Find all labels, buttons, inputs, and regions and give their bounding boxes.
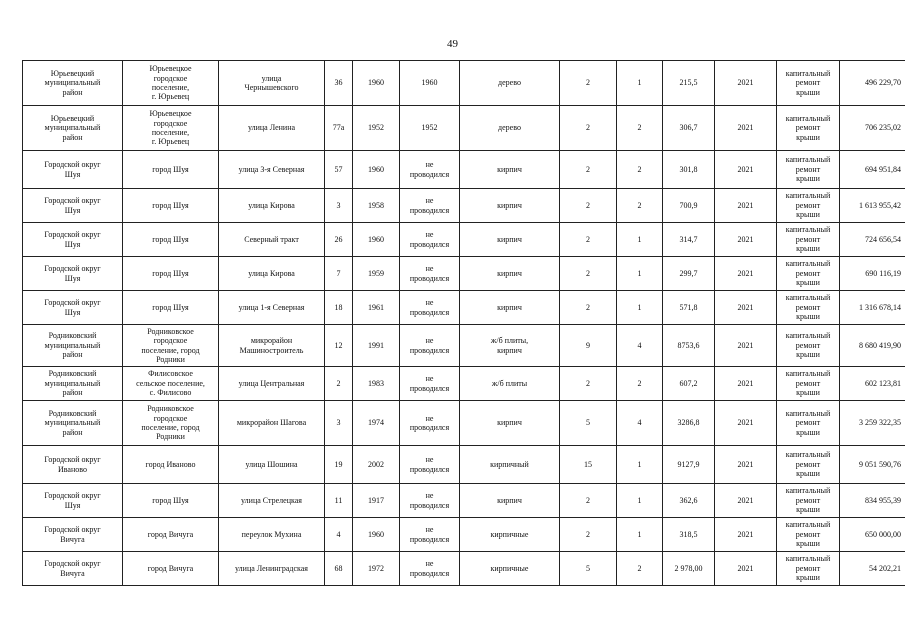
work-type-cell: капитальный ремонт крыши <box>777 61 840 106</box>
floors-cell: 2 <box>560 189 617 223</box>
settlement-cell: город Шуя <box>123 257 219 291</box>
street-cell: улица Центральная <box>219 367 325 401</box>
wall-material-cell: кирпич <box>460 291 560 325</box>
street-cell: улица 3-я Северная <box>219 151 325 189</box>
municipality-cell: Родниковский муниципальный район <box>23 401 123 446</box>
last-repair-cell: не проводился <box>400 446 460 484</box>
area-cell: 9127,9 <box>663 446 715 484</box>
cost-cell: 650 000,00 <box>840 518 905 552</box>
planned-year-cell: 2021 <box>715 223 777 257</box>
floors-cell: 2 <box>560 257 617 291</box>
wall-material-cell: кирпичный <box>460 446 560 484</box>
planned-year-cell: 2021 <box>715 189 777 223</box>
planned-year-cell: 2021 <box>715 106 777 151</box>
last-repair-cell: не проводился <box>400 223 460 257</box>
table-row <box>23 552 905 586</box>
table-row <box>23 291 905 325</box>
planned-year-cell: 2021 <box>715 325 777 367</box>
year-built-cell: 1960 <box>353 61 400 106</box>
table-row <box>23 223 905 257</box>
house-number-cell: 7 <box>325 257 353 291</box>
year-built-cell: 1991 <box>353 325 400 367</box>
house-number-cell: 36 <box>325 61 353 106</box>
settlement-cell: город Шуя <box>123 151 219 189</box>
house-number-cell: 3 <box>325 401 353 446</box>
last-repair-cell: не проводился <box>400 257 460 291</box>
registry-table <box>22 60 905 586</box>
table-row <box>23 325 905 367</box>
floors-cell: 2 <box>560 151 617 189</box>
municipality-cell: Городской округ Шуя <box>23 151 123 189</box>
entrances-cell: 4 <box>617 325 663 367</box>
work-type-cell: капитальный ремонт крыши <box>777 291 840 325</box>
area-cell: 3286,8 <box>663 401 715 446</box>
entrances-cell: 2 <box>617 151 663 189</box>
settlement-cell: Юрьевецкое городское поселение, г. Юрьевец <box>123 61 219 106</box>
work-type-cell: капитальный ремонт крыши <box>777 518 840 552</box>
area-cell: 299,7 <box>663 257 715 291</box>
cost-cell: 706 235,02 <box>840 106 905 151</box>
entrances-cell: 1 <box>617 518 663 552</box>
house-number-cell: 4 <box>325 518 353 552</box>
last-repair-cell: не проводился <box>400 484 460 518</box>
settlement-cell: Филисовское сельское поселение, с. Филисово <box>123 367 219 401</box>
wall-material-cell: кирпич <box>460 484 560 518</box>
area-cell: 318,5 <box>663 518 715 552</box>
work-type-cell: капитальный ремонт крыши <box>777 151 840 189</box>
municipality-cell: Городской округ Иваново <box>23 446 123 484</box>
street-cell: улица Шошина <box>219 446 325 484</box>
settlement-cell: город Шуя <box>123 484 219 518</box>
floors-cell: 2 <box>560 61 617 106</box>
table-row <box>23 61 905 106</box>
cost-cell: 9 051 590,76 <box>840 446 905 484</box>
floors-cell: 2 <box>560 291 617 325</box>
table-row <box>23 367 905 401</box>
work-type-cell: капитальный ремонт крыши <box>777 401 840 446</box>
wall-material-cell: ж/б плиты, кирпич <box>460 325 560 367</box>
table-row <box>23 518 905 552</box>
area-cell: 2 978,00 <box>663 552 715 586</box>
street-cell: улица Ленинградская <box>219 552 325 586</box>
entrances-cell: 1 <box>617 446 663 484</box>
wall-material-cell: кирпичные <box>460 518 560 552</box>
municipality-cell: Городской округ Шуя <box>23 291 123 325</box>
entrances-cell: 1 <box>617 223 663 257</box>
house-number-cell: 57 <box>325 151 353 189</box>
table-row <box>23 151 905 189</box>
wall-material-cell: кирпич <box>460 223 560 257</box>
wall-material-cell: дерево <box>460 61 560 106</box>
street-cell: улица 1-я Северная <box>219 291 325 325</box>
floors-cell: 5 <box>560 552 617 586</box>
registry-body <box>23 61 905 586</box>
area-cell: 306,7 <box>663 106 715 151</box>
work-type-cell: капитальный ремонт крыши <box>777 257 840 291</box>
year-built-cell: 1983 <box>353 367 400 401</box>
cost-cell: 54 202,21 <box>840 552 905 586</box>
floors-cell: 2 <box>560 106 617 151</box>
year-built-cell: 1958 <box>353 189 400 223</box>
planned-year-cell: 2021 <box>715 291 777 325</box>
year-built-cell: 1960 <box>353 518 400 552</box>
municipality-cell: Юрьевецкий муниципальный район <box>23 61 123 106</box>
work-type-cell: капитальный ремонт крыши <box>777 446 840 484</box>
last-repair-cell: не проводился <box>400 325 460 367</box>
floors-cell: 2 <box>560 367 617 401</box>
entrances-cell: 2 <box>617 367 663 401</box>
wall-material-cell: кирпич <box>460 257 560 291</box>
cost-cell: 690 116,19 <box>840 257 905 291</box>
year-built-cell: 1960 <box>353 151 400 189</box>
cost-cell: 496 229,70 <box>840 61 905 106</box>
cost-cell: 602 123,81 <box>840 367 905 401</box>
planned-year-cell: 2021 <box>715 151 777 189</box>
table-row <box>23 189 905 223</box>
house-number-cell: 68 <box>325 552 353 586</box>
cost-cell: 1 316 678,14 <box>840 291 905 325</box>
last-repair-cell: не проводился <box>400 518 460 552</box>
municipality-cell: Городской округ Шуя <box>23 484 123 518</box>
entrances-cell: 2 <box>617 189 663 223</box>
settlement-cell: город Иваново <box>123 446 219 484</box>
last-repair-cell: 1952 <box>400 106 460 151</box>
year-built-cell: 1959 <box>353 257 400 291</box>
work-type-cell: капитальный ремонт крыши <box>777 552 840 586</box>
floors-cell: 2 <box>560 223 617 257</box>
cost-cell: 3 259 322,35 <box>840 401 905 446</box>
year-built-cell: 1972 <box>353 552 400 586</box>
planned-year-cell: 2021 <box>715 484 777 518</box>
street-cell: улица Кирова <box>219 257 325 291</box>
area-cell: 362,6 <box>663 484 715 518</box>
municipality-cell: Юрьевецкий муниципальный район <box>23 106 123 151</box>
area-cell: 607,2 <box>663 367 715 401</box>
last-repair-cell: 1960 <box>400 61 460 106</box>
street-cell: переулок Мухина <box>219 518 325 552</box>
entrances-cell: 2 <box>617 552 663 586</box>
settlement-cell: Родниковское городское поселение, город Родники <box>123 325 219 367</box>
municipality-cell: Родниковский муниципальный район <box>23 325 123 367</box>
area-cell: 314,7 <box>663 223 715 257</box>
cost-cell: 724 656,54 <box>840 223 905 257</box>
floors-cell: 5 <box>560 401 617 446</box>
area-cell: 571,8 <box>663 291 715 325</box>
work-type-cell: капитальный ремонт крыши <box>777 325 840 367</box>
cost-cell: 694 951,84 <box>840 151 905 189</box>
year-built-cell: 2002 <box>353 446 400 484</box>
entrances-cell: 1 <box>617 61 663 106</box>
table-row <box>23 401 905 446</box>
floors-cell: 2 <box>560 518 617 552</box>
floors-cell: 15 <box>560 446 617 484</box>
municipality-cell: Городской округ Вичуга <box>23 518 123 552</box>
house-number-cell: 19 <box>325 446 353 484</box>
area-cell: 215,5 <box>663 61 715 106</box>
table-row <box>23 446 905 484</box>
planned-year-cell: 2021 <box>715 61 777 106</box>
entrances-cell: 1 <box>617 291 663 325</box>
house-number-cell: 11 <box>325 484 353 518</box>
floors-cell: 9 <box>560 325 617 367</box>
settlement-cell: город Шуя <box>123 189 219 223</box>
work-type-cell: капитальный ремонт крыши <box>777 484 840 518</box>
street-cell: Северный тракт <box>219 223 325 257</box>
settlement-cell: город Вичуга <box>123 552 219 586</box>
street-cell: улица Кирова <box>219 189 325 223</box>
work-type-cell: капитальный ремонт крыши <box>777 223 840 257</box>
work-type-cell: капитальный ремонт крыши <box>777 106 840 151</box>
last-repair-cell: не проводился <box>400 401 460 446</box>
wall-material-cell: ж/б плиты <box>460 367 560 401</box>
municipality-cell: Родниковский муниципальный район <box>23 367 123 401</box>
year-built-cell: 1952 <box>353 106 400 151</box>
year-built-cell: 1974 <box>353 401 400 446</box>
wall-material-cell: кирпич <box>460 189 560 223</box>
cost-cell: 1 613 955,42 <box>840 189 905 223</box>
street-cell: улица Стрелецкая <box>219 484 325 518</box>
planned-year-cell: 2021 <box>715 401 777 446</box>
table-row <box>23 257 905 291</box>
work-type-cell: капитальный ремонт крыши <box>777 189 840 223</box>
house-number-cell: 2 <box>325 367 353 401</box>
entrances-cell: 4 <box>617 401 663 446</box>
settlement-cell: город Шуя <box>123 223 219 257</box>
planned-year-cell: 2021 <box>715 367 777 401</box>
planned-year-cell: 2021 <box>715 552 777 586</box>
last-repair-cell: не проводился <box>400 291 460 325</box>
settlement-cell: город Шуя <box>123 291 219 325</box>
last-repair-cell: не проводился <box>400 367 460 401</box>
last-repair-cell: не проводился <box>400 151 460 189</box>
wall-material-cell: кирпич <box>460 151 560 189</box>
work-type-cell: капитальный ремонт крыши <box>777 367 840 401</box>
last-repair-cell: не проводился <box>400 189 460 223</box>
table-row <box>23 106 905 151</box>
settlement-cell: Юрьевецкое городское поселение, г. Юрьевец <box>123 106 219 151</box>
house-number-cell: 3 <box>325 189 353 223</box>
house-number-cell: 12 <box>325 325 353 367</box>
planned-year-cell: 2021 <box>715 518 777 552</box>
wall-material-cell: кирпич <box>460 401 560 446</box>
year-built-cell: 1917 <box>353 484 400 518</box>
entrances-cell: 1 <box>617 484 663 518</box>
area-cell: 8753,6 <box>663 325 715 367</box>
street-cell: микрорайон Машиностроитель <box>219 325 325 367</box>
page-number: 49 <box>447 38 458 50</box>
street-cell: микрорайон Шагова <box>219 401 325 446</box>
table-row <box>23 484 905 518</box>
municipality-cell: Городской округ Шуя <box>23 189 123 223</box>
last-repair-cell: не проводился <box>400 552 460 586</box>
year-built-cell: 1960 <box>353 223 400 257</box>
wall-material-cell: кирпичные <box>460 552 560 586</box>
floors-cell: 2 <box>560 484 617 518</box>
year-built-cell: 1961 <box>353 291 400 325</box>
wall-material-cell: дерево <box>460 106 560 151</box>
settlement-cell: Родниковское городское поселение, город Родники <box>123 401 219 446</box>
house-number-cell: 26 <box>325 223 353 257</box>
municipality-cell: Городской округ Вичуга <box>23 552 123 586</box>
street-cell: улица Ленина <box>219 106 325 151</box>
street-cell: улица Чернышевского <box>219 61 325 106</box>
municipality-cell: Городской округ Шуя <box>23 257 123 291</box>
area-cell: 301,8 <box>663 151 715 189</box>
entrances-cell: 2 <box>617 106 663 151</box>
cost-cell: 8 680 419,90 <box>840 325 905 367</box>
house-number-cell: 77а <box>325 106 353 151</box>
planned-year-cell: 2021 <box>715 446 777 484</box>
entrances-cell: 1 <box>617 257 663 291</box>
cost-cell: 834 955,39 <box>840 484 905 518</box>
area-cell: 700,9 <box>663 189 715 223</box>
planned-year-cell: 2021 <box>715 257 777 291</box>
settlement-cell: город Вичуга <box>123 518 219 552</box>
house-number-cell: 18 <box>325 291 353 325</box>
municipality-cell: Городской округ Шуя <box>23 223 123 257</box>
